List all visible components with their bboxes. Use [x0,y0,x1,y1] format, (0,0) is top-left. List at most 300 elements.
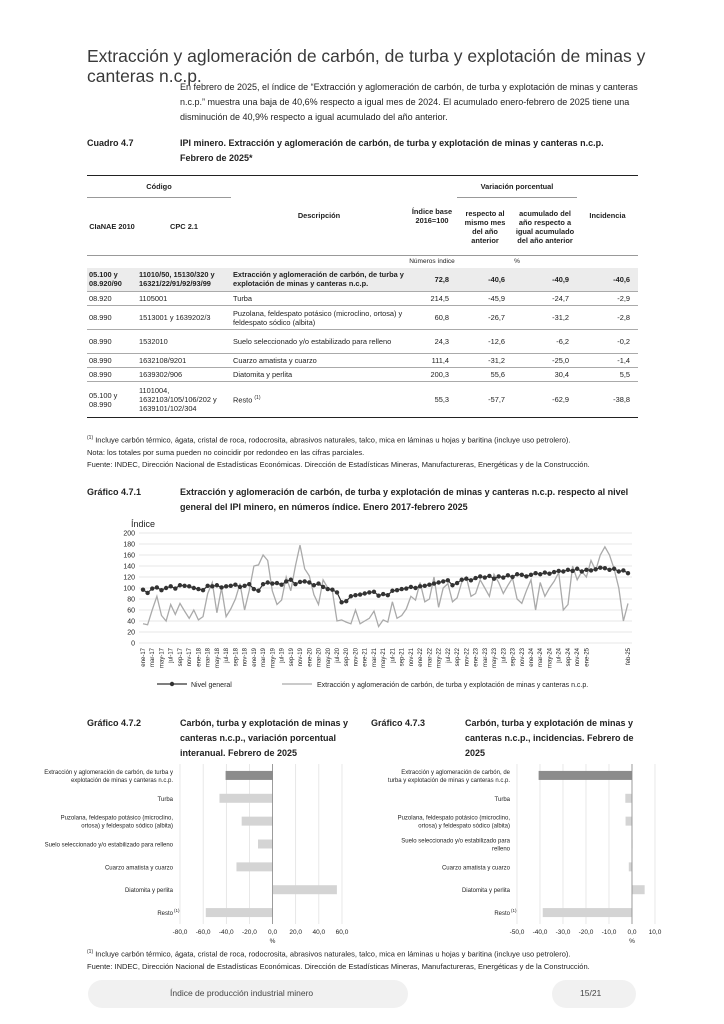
cell-indice: 214,5 [430,294,449,303]
data-point [584,568,588,572]
cell-acum: -31,2 [552,313,569,322]
x-tick-label: 20,0 [289,929,303,936]
cell-cpc: 1513001 y 1639202/3 [139,313,211,322]
cell-clanae: 08.990 [89,370,112,379]
data-point [150,586,154,590]
data-point [483,575,487,579]
x-tick-label: may-21 [381,648,388,669]
data-point [607,568,611,572]
data-point [192,586,196,590]
table-row [87,292,638,306]
x-tick-label: nov-24 [575,648,582,667]
data-point [229,584,233,588]
category-label: Extracción y aglomeración de carbón, de turba y [44,769,173,776]
table-row [87,330,638,354]
footnote-marker: (1) [87,435,94,441]
x-tick-label: nov-17 [187,648,194,667]
chart2-title: Carbón, turba y explotación de minas y canteras n.c.p., variación porcentual interanual. Febrero de 2025 [180,718,349,758]
cell-acum: -25,0 [552,356,569,365]
x-tick-label: jul-22 [445,648,452,663]
x-tick-label: jul-18 [224,648,231,663]
footer-section-bar [88,980,408,1008]
cell-cpc: 1101004, 1632103/105/106/202 y 1639101/102/304 [139,386,217,413]
data-point [284,579,288,583]
data-point [469,578,473,582]
x-tick-label: sep-18 [233,648,240,667]
data-point [187,584,191,588]
cell-inc: -38,8 [613,395,630,404]
x-tick-label: 10,0 [648,929,662,936]
cell-mes: -31,2 [488,356,505,365]
x-axis-label: % [629,938,635,945]
footnote-marker: (1) [174,908,180,914]
data-point [589,568,593,572]
table-row [87,354,638,368]
table-row [87,306,638,330]
data-point [372,590,376,594]
header-codigo: Código [87,176,231,198]
cell-desc-text: Resto [233,395,253,405]
x-tick-label: ene-23 [473,648,480,667]
x-tick-label: 40,0 [312,929,326,936]
chart2-label: Gráfico 4.7.2 [87,718,142,728]
y-tick-label: 80 [127,596,135,604]
cell-desc: Cuarzo amatista y cuarzo [233,356,317,365]
cell-clanae: 08.920 [89,294,112,303]
x-tick-label: mar-18 [205,648,212,668]
data-point [178,583,182,587]
data-point [570,569,574,573]
bottom-note-source: Fuente: INDEC, Dirección Nacional de Estadísticas Económicas. Dirección de Estadísticas Mineras, Manufactureras, Energéticas y de la Construcción. [87,961,590,971]
x-tick-label: -40,0 [218,929,234,936]
data-point [492,576,496,580]
cell-inc: -2,9 [617,294,630,303]
x-tick-label: nov-18 [242,648,249,667]
x-tick-label: may-19 [270,648,277,669]
x-tick-label: sep-24 [565,648,572,667]
bar [206,908,273,917]
x-tick-label: -80,0 [172,929,188,936]
data-point [376,594,380,598]
data-point [552,570,556,574]
data-point [473,576,477,580]
cell-clanae: 05.100 y 08.920/90 [89,270,122,289]
header-variacion: Variación porcentual [457,176,577,198]
category-label: explotación de minas y canteras n.c.p. [70,777,173,784]
header-acumulado: acumulado del año respecto a igual acumulado del año anterior [515,208,575,245]
data-point [386,593,390,597]
y-tick-label: 140 [123,563,135,571]
data-point [557,569,561,573]
x-tick-label: feb-25 [626,648,632,666]
y-tick-label: 60 [127,607,135,615]
data-point [349,594,353,598]
cell-inc: -0,2 [617,337,630,346]
cell-acum: 30,4 [554,370,569,379]
intro-paragraph: En febrero de 2025, el índice de “Extracción y aglomeración de carbón, de turba y explotación de minas y canteras n.c.p.” muestra una baja de 40,6% respecto a igual mes de 2024. El acumulado enero-febrero de 2025 tiene una disminución de 40,9% respecto a igual acumulado del año anterior. [180,82,638,122]
unit-index: Números índice [409,258,455,266]
page-number: 15/21 [580,988,602,998]
data-point [487,574,491,578]
note-1 [87,432,647,447]
data-point [141,587,145,591]
line-chart [87,515,647,695]
x-tick-label: -60,0 [195,929,211,936]
data-point [196,587,200,591]
x-tick-label: mar-22 [427,648,434,668]
y-tick-label: 120 [123,574,135,582]
category-label: turba y explotación de minas y canteras n.c.p. [387,777,510,784]
data-point [529,573,533,577]
cell-mes: -40,6 [488,274,505,284]
data-point [547,572,551,576]
category-label: relleno [491,846,510,853]
category-label: Turba [157,796,173,803]
data-point [621,568,625,572]
x-tick-label: mar-19 [261,648,268,668]
category-label: Cuarzo amatista y cuarzo [441,865,510,872]
x-tick-label: sep-23 [510,648,517,667]
data-point [321,585,325,589]
cell-clanae: 08.990 [89,313,112,322]
data-point [316,581,320,585]
data-point [205,584,209,588]
cell-acum: -62,9 [552,395,569,404]
x-tick-label: may-22 [436,648,443,669]
legend-label: Extracción y aglomeración de carbón, de turba y explotación de minas y canteras n.c.p. [317,682,589,689]
cell-desc [231,382,407,418]
x-tick-label: jul-23 [501,648,508,663]
x-tick-label: jul-17 [168,648,175,663]
cell-cpc: 11010/50, 15130/320 y 16321/22/91/92/93/99 [139,270,215,289]
data-point [538,572,542,576]
data-point [252,587,256,591]
chart1-label: Gráfico 4.7.1 [87,487,142,497]
x-tick-label: nov-19 [298,648,305,667]
cell-inc: -40,6 [613,274,630,284]
legend-swatch-marker [170,682,174,686]
bar [242,817,273,826]
x-axis-label: % [269,938,276,945]
data-point [159,588,163,592]
x-tick-label: nov-23 [519,648,526,667]
data-point [275,581,279,585]
data-point [501,575,505,579]
data-point [302,579,306,583]
data-point [155,585,159,589]
table-label: Cuadro 4.7 [87,138,134,148]
cell-cpc: 1105001 [139,294,168,303]
category-label: Resto [494,911,510,918]
x-tick-label: sep-19 [288,648,295,667]
cell-inc: 5,5 [619,370,630,379]
x-tick-label: may-20 [325,648,332,669]
data-point [566,568,570,572]
data-point [464,576,468,580]
data-point [293,582,297,586]
bottom-notes [87,946,647,973]
cell-cpc: 1632108/9201 [139,356,187,365]
cell-inc: -2,8 [617,313,630,322]
y-tick-label: 200 [123,530,135,538]
category-label: Diatomita y perlita [124,888,173,895]
bottom-note-1-text: Incluye carbón térmico, ágata, cristal de roca, rodocrosita, abrasivos naturales, talco, mica en láminas u hojas y baritina (incluye uso petrolero). [95,949,571,959]
chart3-title: Carbón, turba y explotación de minas y canteras n.c.p., incidencias. Febrero de 2025 [465,718,634,758]
category-label: ortosa) y feldespato sódico (albita) [81,823,173,830]
y-tick-label: 160 [123,552,135,560]
cell-cpc: 1532010 [139,337,168,346]
cell-mes: -26,7 [488,313,505,322]
x-tick-label: 0,0 [268,929,278,936]
footnote-marker: (1) [254,394,261,401]
data-point [409,585,413,589]
data-point [455,581,459,585]
x-tick-label: sep-22 [455,648,462,667]
y-axis-label: Índice [131,519,156,529]
cell-clanae: 05.100 y 08.990 [89,390,118,409]
data-point [580,569,584,573]
x-tick-label: ene-17 [141,648,147,667]
data-point [298,580,302,584]
table-caption-line2: Febrero de 2025* [180,153,253,163]
x-tick-label: may-24 [547,648,554,669]
header-descripcion: Descripción [297,211,341,220]
data-point [261,582,265,586]
ipi-table [87,175,638,418]
cell-desc: Turba [233,294,253,303]
data-point [247,582,251,586]
data-point [543,570,547,574]
cell-desc: Diatomita y perlita [233,370,293,379]
data-point [561,569,565,573]
data-point [390,589,394,593]
data-point [399,587,403,591]
data-point [173,586,177,590]
header-clanae: CIaNAE 2010 [89,222,135,231]
data-point [413,586,417,590]
data-point [330,587,334,591]
category-label: Resto [157,911,173,918]
data-point [598,565,602,569]
x-tick-label: sep-17 [177,648,184,667]
data-point [496,574,500,578]
x-tick-label: sep-21 [399,648,406,667]
x-tick-label: may-23 [492,648,499,669]
table-caption-line1: IPI minero. Extracción y aglomeración de carbón, de turba y explotación de minas y canteras n.c.p. [180,138,604,148]
data-point [270,581,274,585]
x-tick-label: jul-19 [279,648,286,663]
cell-clanae: 08.990 [89,356,112,365]
cell-mes: -57,7 [488,395,505,404]
x-tick-label: ene-24 [529,648,535,667]
x-tick-label: mar-23 [482,648,489,668]
x-tick-label: sep-20 [344,648,351,667]
bar [226,771,273,780]
data-point [279,583,283,587]
bar [543,908,632,917]
x-tick-label: -20,0 [242,929,257,936]
x-tick-label: mar-21 [371,648,378,668]
data-point [238,585,242,589]
x-tick-label: -30,0 [555,929,571,936]
x-tick-label: nov-20 [353,648,360,667]
data-point [524,574,528,578]
x-tick-label: -40,0 [532,929,548,936]
category-label: Suelo seleccionado y/o estabilizado para [401,838,510,845]
data-point [266,580,270,584]
cell-indice: 72,8 [434,274,449,284]
x-tick-label: nov-22 [464,648,471,667]
cell-desc: Extracción y aglomeración de carbón, de turba y explotación de minas y canteras n.c.p. [233,270,404,289]
cell-acum: -6,2 [556,337,569,346]
data-point [626,571,630,575]
bar [258,840,273,849]
category-label: Turba [494,796,510,803]
cell-inc: -1,4 [617,356,630,365]
x-tick-label: jul-24 [556,648,563,663]
data-point [169,584,173,588]
cell-indice: 24,3 [434,337,449,346]
data-point [441,579,445,583]
data-point [233,583,237,587]
bar [273,885,337,894]
data-point [164,586,168,590]
table-row [87,382,638,418]
data-point [423,584,427,588]
unit-pct: % [514,258,520,266]
cell-acum: -24,7 [552,294,569,303]
y-tick-label: 180 [123,541,135,549]
data-point [358,592,362,596]
data-point [353,593,357,597]
data-point [612,567,616,571]
data-point [326,587,330,591]
bar [632,885,645,894]
x-tick-label: may-17 [159,648,166,669]
data-point [446,578,450,582]
x-tick-label: mar-20 [316,648,323,668]
page-title: Extracción y aglomeración de carbón, de turba y explotación de minas y canteras n.c.p. [87,45,646,86]
x-tick-label: -10,0 [601,929,617,936]
x-tick-label: ene-18 [196,648,203,667]
chart1-title: Extracción y aglomeración de carbón, de turba y explotación de minas y canteras n.c.p. respecto al nivel general del IPI minero, en números índice. Enero 2017-febrero 2025 [180,487,629,512]
table-row [87,268,638,292]
data-point [381,592,385,596]
data-point [145,591,149,595]
x-tick-label: may-18 [214,648,221,669]
x-tick-label: mar-17 [150,648,157,668]
cell-acum: -40,9 [552,274,569,284]
category-label: Puzolana, feldespato potásico (microclino, [397,815,510,822]
data-point [575,567,579,571]
y-tick-label: 40 [127,618,135,626]
cell-mes: -12,6 [488,337,505,346]
category-label: Puzolana, feldespato potásico (microclino, [60,815,173,822]
x-tick-label: 60,0 [335,929,349,936]
data-point [460,578,464,582]
data-point [210,584,214,588]
data-point [436,580,440,584]
header-cpc: CPC 2.1 [170,222,198,231]
data-point [367,590,371,594]
x-tick-label: nov-21 [408,648,415,667]
legend-label: Nivel general [191,682,232,689]
data-point [339,600,343,604]
footer-page-bar [552,980,636,1008]
data-point [182,584,186,588]
category-label: Diatomita y perlita [461,888,510,895]
data-point [256,589,260,593]
footnote-marker: (1) [87,949,94,955]
bar [626,817,632,826]
cell-mes: -45,9 [488,294,505,303]
data-point [478,574,482,578]
bar [236,862,272,871]
data-point [307,580,311,584]
chart3-label: Gráfico 4.7.3 [371,718,426,728]
category-label: Extracción y aglomeración de carbón, de [401,769,510,776]
y-tick-label: 0 [131,640,135,648]
x-tick-label: ene-25 [584,648,591,667]
data-point [593,567,597,571]
x-tick-label: mar-24 [538,648,545,668]
table-caption [180,136,640,166]
note-2: Nota: los totales por suma pueden no coincidir por redondeo en las cifras parciales. [87,447,365,457]
note-1-text: Incluye carbón térmico, ágata, cristal de roca, rodocrosita, abrasivos naturales, talco, mica en láminas u hojas y baritina (incluye uso petrolero). [95,435,571,445]
footer-section-title: Índice de producción industrial minero [170,988,314,998]
data-point [201,588,205,592]
bar [539,771,632,780]
x-tick-label: -20,0 [578,929,594,936]
cell-indice: 200,3 [430,370,449,379]
data-point [242,584,246,588]
data-point [520,573,524,577]
header-incidencia: Incidencia [589,211,626,220]
cell-indice: 60,8 [434,313,449,322]
cell-indice: 111,4 [431,356,449,365]
data-point [617,569,621,573]
cell-cpc: 1639302/906 [139,370,183,379]
bar-chart-incidencias [360,762,670,947]
category-label: Suelo seleccionado y/o estabilizado para relleno [44,842,173,849]
bar [219,794,272,803]
table-row [87,368,638,382]
bar-chart-variacion [20,762,350,947]
bar [629,862,632,871]
data-point [515,572,519,576]
data-point [289,578,293,582]
data-point [506,573,510,577]
x-tick-label: 0,0 [627,929,637,936]
footnote-marker: (1) [511,908,517,914]
data-point [224,584,228,588]
x-tick-label: ene-21 [362,648,369,667]
y-tick-label: 20 [127,629,135,637]
cell-indice: 55,3 [434,395,449,404]
y-tick-label: 100 [123,585,135,593]
category-label: Cuarzo amatista y cuarzo [104,865,173,872]
data-point [395,588,399,592]
data-point [533,571,537,575]
data-point [427,583,431,587]
cell-desc: Suelo seleccionado y/o estabilizado para relleno [233,337,392,346]
data-point [450,583,454,587]
x-tick-label: jul-21 [390,648,397,663]
cell-mes: 55,6 [490,370,505,379]
data-point [215,583,219,587]
table-notes [87,432,647,471]
data-point [510,575,514,579]
